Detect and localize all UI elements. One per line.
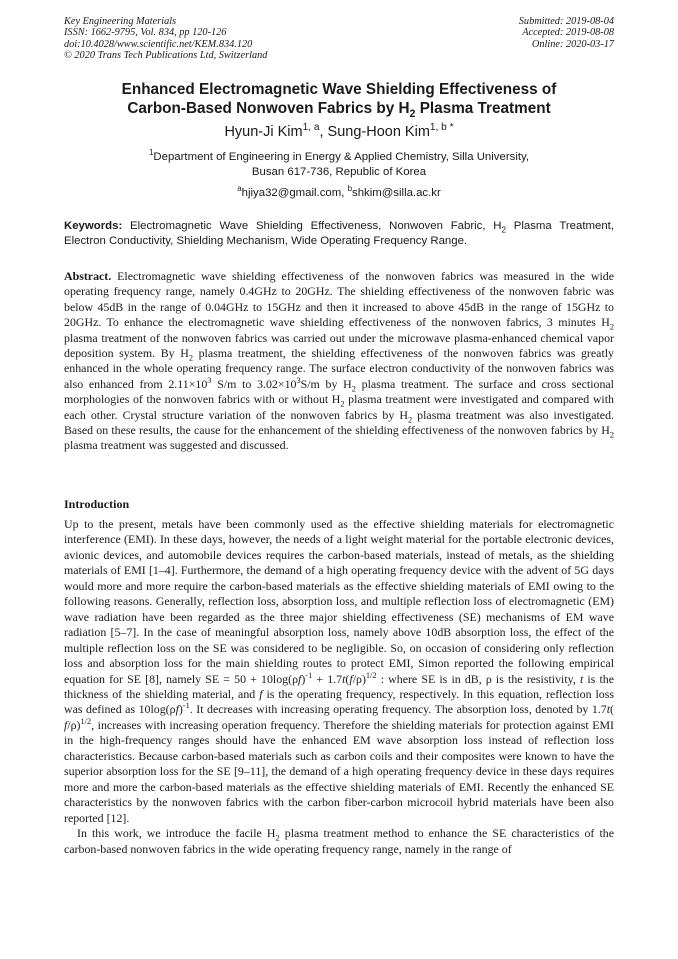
affiliation [64,150,614,179]
abstract-text: S/m to 3.02×10 [211,376,297,391]
email-a[interactable]: hjiya32@gmail.com, [241,187,348,199]
para-text: + 1.7 [312,671,343,686]
superscript: -1 [182,701,190,711]
keywords-label: Keywords: [64,220,123,232]
author-separator: , [319,124,328,140]
affiliation-marker: 1 [148,148,154,158]
abstract-text: plasma treatment was suggested and discussed. [64,438,289,453]
dates-info [519,16,614,50]
abstract-text: plasma treatment were investigated and compared with each other. Crystal structure variation of the nonwoven fabrics by H [64,392,614,422]
keywords-subscript: 2 [501,225,506,235]
affiliation-line-1 [64,150,614,165]
author-2: Sung-Hoon Kim [327,124,430,140]
introduction-body [64,517,614,857]
section-heading-introduction: Introduction [64,497,130,511]
subscript: 2 [609,322,614,332]
abstract-label: Abstract. [64,269,112,283]
subscript: 2 [351,384,356,394]
abstract-text: plasma treatment was also investigated. Based on these results, the cause for the enhancement of the shielding effectiveness of the nonwoven fabrics by H [64,407,614,438]
keywords-text: Plasma Treatment, Electron Conductivity, Shielding Mechanism, Wide Operating Frequency Range. [64,220,614,247]
math-var: f [64,717,68,732]
math-var: t [342,671,346,686]
title-line-2 [64,99,614,121]
para-text: ) [301,671,306,686]
date-online: Online: 2020-03-17 [531,38,614,50]
keywords [64,219,614,248]
journal-name: Key Engineering Materials [64,16,177,27]
abstract-text: plasma treatment of the nonwoven fabrics was carried out under the microwave plasma-enhanced chemical vapor deposition system. By H [64,330,614,361]
math-var: t [579,671,584,686]
email-b[interactable]: shkim@silla.ac.kr [352,187,441,199]
para-text: ( [610,702,615,717]
journal-info [64,16,267,62]
author-1: Hyun-Ji Kim [224,124,303,140]
introduction-paragraph-1 [64,517,614,826]
superscript: 1/2 [365,670,377,680]
para-text: In this work, we introduce the facile H [77,826,276,841]
affiliation-line-2: Busan 617-736, Republic of Korea [251,165,427,178]
para-text: : where SE is in dB, ρ is the resistivity, [376,671,580,686]
para-text: /ρ) [67,717,81,732]
abstract-text: plasma treatment. The surface and cross sectional morphologies of the nonwoven fabrics with or without H [64,376,614,407]
para-text: is the thickness of the shielding material, and [64,671,615,701]
introduction-paragraph-2 [64,826,614,857]
email-marker-a: a [237,184,242,194]
author-2-affil: 1, b * [429,122,454,134]
authors [64,123,614,141]
abstract-text: plasma treatment, the shielding effectiveness of the nonwoven fabrics was greatly enhanced in the whole operating frequency range. The surface electron conductivity of the nonwoven fabrics was also enhanced from 2.11×10 [64,346,614,391]
superscript: 3 [296,375,301,385]
subscript: 2 [609,430,614,440]
para-text: is the operating frequency, respectively. In this equation, reflection loss was defined as 10log(ρ [64,686,614,717]
subscript: 2 [340,399,345,409]
superscript: 1/2 [80,716,92,726]
title-subscript: 2 [409,108,416,121]
para-text: Up to the present, metals have been commonly used as the effective shielding materials for electromagnetic interference (EMI). In these days, however, the needs of a light weight material for the portable electronic devices, avionic devices, and automobile devices requires the carbon-based materials, instead of metals, as the shielding materials of EMI [1–4]. Furthermore, the demand of a high operating frequency device with the advent of 5G days would more and more require the carbon-based materials as the effective shielding materials of EMI owing to the following reasons. Generally, reflection loss, absorption loss, and multiple reflection loss of electromagnetic (EM) wave radiation have been regarded as the three major shielding effectiveness (SE) mechanisms of EM wave radiation [5–7]. In the case of meaningful absorption loss, namely above 10dB absorption loss, the effect of the multiple reflection loss on the SE was considered to be negligible. So, on occasion of considering only reflection loss and absorption loss for the main shielding routes to protect EMI, Simon reported the following empirical equation for SE [8], namely SE = 50 + 10log(ρ [64,517,614,686]
subscript: 2 [188,353,193,363]
superscript: -1 [305,670,313,680]
abstract-text: Electromagnetic wave shielding effectiveness of the nonwoven fabrics was measured in the wide operating frequency range, namely 0.4GHz to 20GHz. The shielding effectiveness of the nonwoven fabric was below 45dB in the range of 0.04GHz to 15GHz and then it increased to above 45dB in the range of 15GHz to 20GHz. To enhance the electromagnetic wave shielding effectiveness of the nonwoven fabrics, 3 minutes H [64,269,614,330]
journal-issn: ISSN: 1662-9795, Vol. 834, pp 120-126 [64,27,227,39]
journal-doi[interactable]: doi:10.4028/www.scientific.net/KEM.834.120 [64,38,253,50]
superscript: 3 [207,375,212,385]
author-emails [64,186,614,200]
math-var: f [298,671,302,686]
paper-title [64,80,614,121]
keywords-text: Electromagnetic Wave Shielding Effectiveness, Nonwoven Fabric, H [122,220,502,232]
abstract-text: S/m by H [300,376,352,391]
math-var: t [606,702,611,717]
subscript: 2 [275,833,280,843]
subscript: 2 [407,415,413,425]
email-marker-b: b [347,184,352,194]
math-var: f [349,671,353,686]
para-text: /ρ) [352,671,366,686]
title-text: Carbon-Based Nonwoven Fabrics by H [127,100,410,117]
journal-copyright: © 2020 Trans Tech Publications Ltd, Switzerland [64,50,268,62]
title-text: Plasma Treatment [415,100,551,117]
para-text: , increases with increasing operation frequency. Therefore the shielding materials for protection against EMI in the high-frequency ranges should have the enhanced EM wave absorption loss instead of reflection loss characteristics. Because carbon-based materials such as carbon coils and their composites were known to have the superior absorption loss for the SE [9–11], the demand of a high operating frequency device in these days requires more and more the carbon-based materials as the effective shielding materials of EMI. Recently the enhanced SE characteristics by the nonwoven fabrics with the carbon fiber-carbon microcoil hybrid materials have been also reported [12]. [64,717,614,825]
date-submitted: Submitted: 2019-08-04 [518,16,614,27]
title-line-1: Enhanced Electromagnetic Wave Shielding Effectiveness of [121,81,557,98]
para-text: ) [178,702,183,717]
abstract [64,269,614,454]
math-var: f [175,702,179,717]
affiliation-text: Department of Engineering in Energy & Applied Chemistry, Silla University, [153,151,530,163]
para-text: . It decreases with increasing operating frequency. The absorption loss, denoted by 1.7 [189,702,607,717]
para-text: ( [345,671,350,686]
para-text: plasma treatment method to enhance the SE characteristics of the carbon-based nonwoven fabrics in the wide operating frequency range, namely in the range of [64,826,614,856]
math-var: f [259,686,263,701]
author-1-affil: 1, a [302,122,320,134]
date-accepted: Accepted: 2019-08-08 [522,27,614,39]
